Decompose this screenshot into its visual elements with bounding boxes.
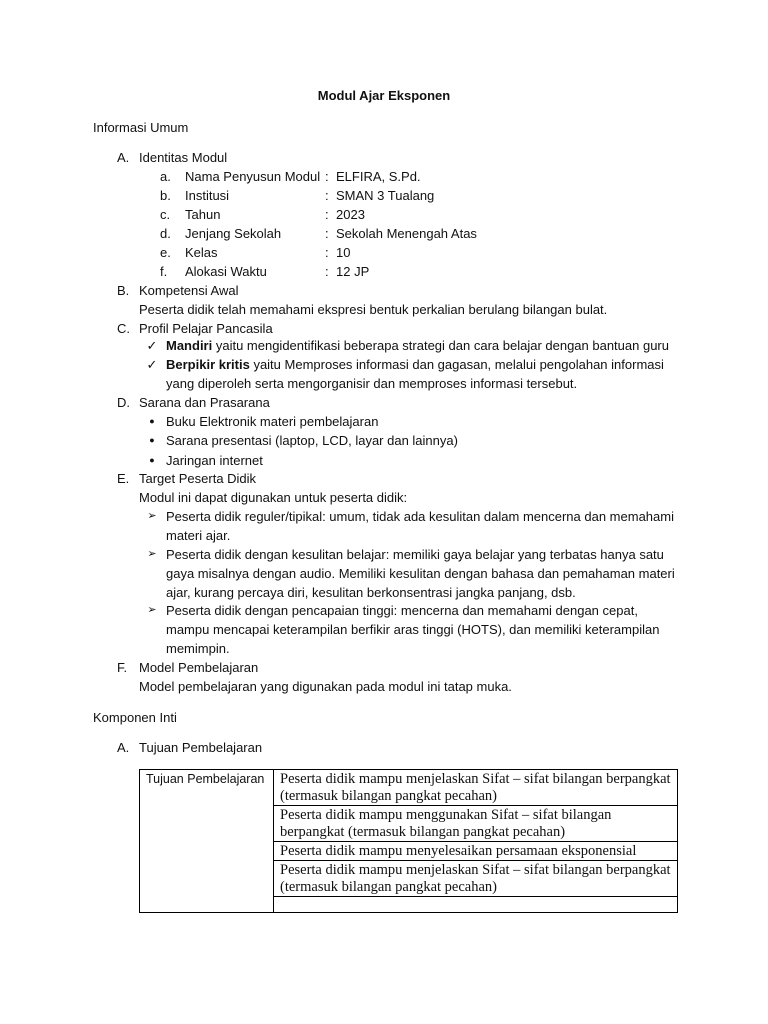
target-item-text: Peserta didik reguler/tipikal: umum, tidak ada kesulitan dalam mencerna dan memahami materi ajar. xyxy=(166,509,674,543)
table-cell: Peserta didik mampu menyelesaikan persamaan eksponensial xyxy=(274,842,678,861)
section-letter: B. xyxy=(117,283,130,298)
section-letter: C. xyxy=(117,321,130,336)
table-cell: Peserta didik mampu menjelaskan Sifat – sifat bilangan berpangkat (termasuk bilangan pangkat pecahan) xyxy=(274,861,678,897)
table-cell-empty xyxy=(274,897,678,913)
row-key: d. xyxy=(160,226,171,241)
komponen-inti-heading: Komponen Inti xyxy=(93,710,177,725)
table-cell: Peserta didik mampu menggunakan Sifat – sifat bilangan berpangkat (termasuk bilangan pangkat pecahan) xyxy=(274,806,678,842)
row-colon: : xyxy=(325,264,329,279)
row-value: Sekolah Menengah Atas xyxy=(336,226,477,241)
section-letter: A. xyxy=(117,150,130,165)
section-letter: D. xyxy=(117,395,130,410)
row-key: f. xyxy=(160,264,168,279)
sarana-item-text: Jaringan internet xyxy=(166,453,263,468)
target-item-text: Peserta didik dengan pencapaian tinggi: mencerna dan memahami dengan cepat, mampu mencapai keterampilan berfikir aras tinggi (HOTS), dan memiliki keterampilan memimpin. xyxy=(166,603,660,656)
table-header-cell: Tujuan Pembelajaran xyxy=(140,770,274,913)
profil-item-bold: Berpikir kritis xyxy=(166,357,250,372)
row-colon: : xyxy=(325,207,329,222)
row-name: Tahun xyxy=(185,207,221,222)
model-text: Model pembelajaran yang digunakan pada modul ini tatap muka. xyxy=(139,679,512,694)
row-name: Jenjang Sekolah xyxy=(185,226,282,241)
section-label: Identitas Modul xyxy=(139,150,228,165)
check-icon: ✓ xyxy=(146,338,158,353)
section-label: Model Pembelajaran xyxy=(139,660,259,675)
row-name: Institusi xyxy=(185,188,230,203)
table-row xyxy=(140,770,678,806)
sarana-item-text: Buku Elektronik materi pembelajaran xyxy=(166,414,379,429)
row-colon: : xyxy=(325,226,329,241)
section-label: Sarana dan Prasarana xyxy=(139,395,270,410)
bullet-icon: ● xyxy=(149,416,155,426)
target-intro: Modul ini dapat digunakan untuk peserta didik: xyxy=(139,490,408,505)
row-name: Alokasi Waktu xyxy=(185,264,267,279)
row-key: e. xyxy=(160,245,171,260)
table-cell: Peserta didik mampu menjelaskan Sifat – sifat bilangan berpangkat (termasuk bilangan pangkat pecahan) xyxy=(274,770,678,806)
target-item-text: Peserta didik dengan kesulitan belajar: memiliki gaya belajar yang terbatas hanya satu gaya misalnya dengan audio. Memiliki kesulitan dengan bahasa dan pemahaman materi ajar, kurang percaya diri, kesulitan berkonsentrasi jangka panjang, dsb. xyxy=(166,547,675,600)
section-label: Tujuan Pembelajaran xyxy=(139,740,263,755)
section-label: Kompetensi Awal xyxy=(139,283,239,298)
row-name: Kelas xyxy=(185,245,218,260)
row-value: ELFIRA, S.Pd. xyxy=(336,169,421,184)
section-label: Target Peserta Didik xyxy=(139,471,257,486)
row-value: 12 JP xyxy=(336,264,370,279)
row-value: SMAN 3 Tualang xyxy=(336,188,435,203)
tujuan-table xyxy=(139,769,678,913)
row-colon: : xyxy=(325,245,329,260)
row-colon: : xyxy=(325,169,329,184)
row-name: Nama Penyusun Modul xyxy=(185,169,321,184)
arrow-icon: ➢ xyxy=(147,510,157,522)
row-key: c. xyxy=(160,207,171,222)
section-letter: A. xyxy=(117,740,130,755)
arrow-icon: ➢ xyxy=(147,604,157,616)
profil-item-desc: yaitu Memproses informasi dan gagasan, melalui pengolahan informasi yang diperoleh serta mengorganisir dan memproses informasi tersebut. xyxy=(166,357,664,391)
profil-item-text xyxy=(166,355,676,393)
section-label: Profil Pelajar Pancasila xyxy=(139,321,273,336)
section-letter: F. xyxy=(117,660,128,675)
document-title: Modul Ajar Eksponen xyxy=(317,88,451,103)
arrow-icon: ➢ xyxy=(147,548,157,560)
row-value: 10 xyxy=(336,245,351,260)
row-value: 2023 xyxy=(336,207,365,222)
section-letter: E. xyxy=(117,471,130,486)
check-icon: ✓ xyxy=(146,357,158,372)
row-key: b. xyxy=(160,188,171,203)
bullet-icon: ● xyxy=(149,455,155,465)
profil-item-bold: Mandiri xyxy=(166,338,213,353)
row-key: a. xyxy=(160,169,171,184)
sarana-item-text: Sarana presentasi (laptop, LCD, layar dan lainnya) xyxy=(166,433,458,448)
informasi-umum-heading: Informasi Umum xyxy=(93,120,189,135)
row-colon: : xyxy=(325,188,329,203)
profil-item-desc: yaitu mengidentifikasi beberapa strategi dan cara belajar dengan bantuan guru xyxy=(212,338,669,353)
bullet-icon: ● xyxy=(149,435,155,445)
profil-item-text xyxy=(166,336,676,355)
kompetensi-text: Peserta didik telah memahami ekspresi bentuk perkalian berulang bilangan bulat. xyxy=(139,302,608,317)
